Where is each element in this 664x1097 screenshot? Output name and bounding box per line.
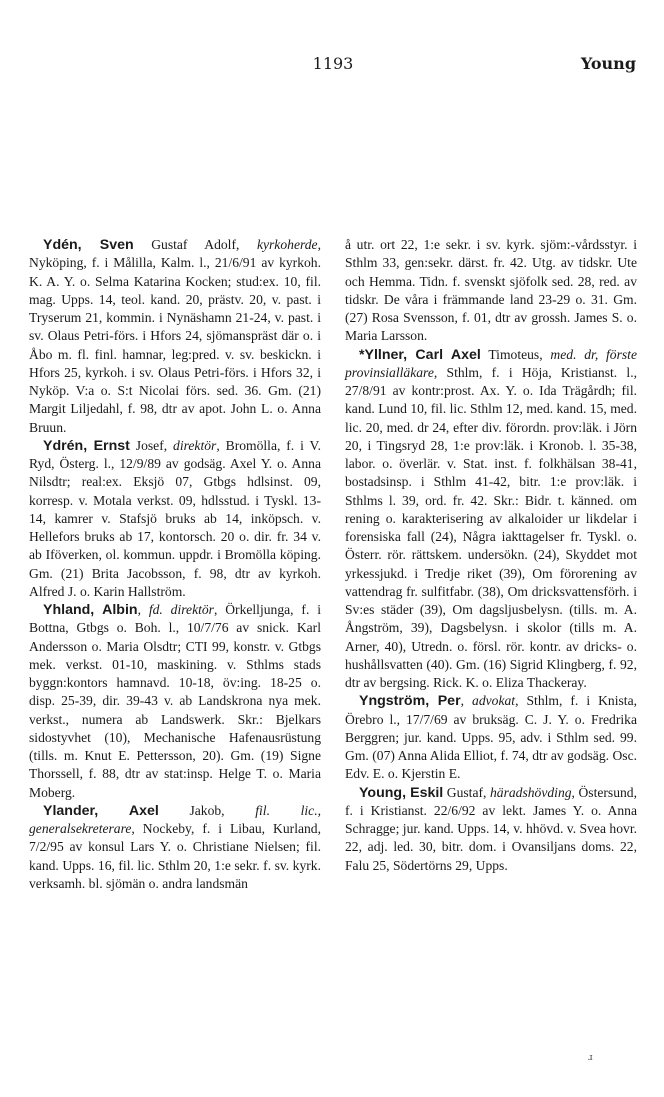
- entry-given: Jakob,: [158, 802, 256, 818]
- entry-name: Ydén, Sven: [43, 237, 134, 253]
- left-column: [29, 236, 321, 893]
- page-header: [30, 54, 636, 76]
- entry-name: Ydrén, Ernst: [43, 437, 130, 454]
- entry-ylander: [29, 802, 321, 893]
- entry-title: fd. direktör: [148, 602, 214, 617]
- entry-given: ,: [137, 602, 149, 617]
- entry-title: med. dr, förste provinsialläkare: [345, 346, 637, 380]
- entry-given: Timoteus,: [480, 346, 551, 362]
- entry-young: [345, 784, 637, 875]
- entry-given: Gustaf,: [443, 784, 490, 800]
- entry-given: Josef,: [129, 437, 174, 453]
- right-column: [345, 236, 637, 893]
- page-number: 1193: [312, 54, 354, 73]
- entry-given: ,: [460, 693, 473, 709]
- entry-text: , Sthlm, f. i Höja, Kristianst. l., 27/8/91 av kontr:prost. Ax. Y. o. Ida Trägårdh; fil. kand. Lund 10, fil. lic. Sthlm 12, med. kand. 15, med. lic. 20, med. dr 24, efter div. förordn. prov:läk. i Jörn 20, i Tingsryd 28, 1:e prov:läk. i Kronob. l. 35-38, labor. o. överlär. v. Stat. inst. f. folkhälsan 38-41, bostadsinsp. i Sthlm 41-42, bitr. 1:e prov:läk. i Sthlms l. 39, ord. fr. 42. Skr.: Bidr. t. känned. om rening o. karakterisering av alkaloider ur likdelar i forensiska fall (24), Några iakttagelser fr. Tyskl. o. Österr. rör. rättskem. undersökn. (24), Skyddet mot yrkessjukd. i Tredje riket (39), Om förorening av vattendrag fr. sulfitfabr. (38), Om dricksvattensförh. i Sv:es städer (39), Om dagsljusbelysn. (tills. m. A. Ångström, 39), Dagsbelysn. i skolor (tills m. A. Arner, 40), Utredn. o. försl. rör. kontr. av dricks- o. hushållsvatten (40). Gm. (16) Sigrid Klingberg, f. 92, dtr av bergsing. Rick. K. o. Eliza Thackeray.: [345, 364, 637, 690]
- entry-given: Gustaf Adolf,: [133, 237, 257, 252]
- print-mark: ɹ: [588, 1053, 593, 1063]
- entry-name: *Yllner, Carl Axel: [359, 346, 481, 363]
- entry-text: , Nockeby, f. i Libau, Kurland, 7/2/95 av konsul Lars Y. o. Christiane Nielsen; fil. kand. Upps. 16, fil. lic. Sthlm 20, 1:e sekr. f. sv. kyrk. verksamh. bl. sjömän o. andra landsmän: [29, 821, 321, 891]
- entry-text: , Bromölla, f. i V. Ryd, Österg. l., 12/9/89 av godsäg. Axel Y. o. Anna Nilsdtr; real:ex. Eksjö 07, Gtbgs hdlsinst. 09, korresp. v. Motala verkst. 09, hdlsstud. i Tyskl. 13-14, kamrer v. Stafsjö bruks ab 14, inköpsch. v. Hellefors bruks ab 17, kontorsch. 20 o. dir. fr. 34 v. ab Iföverken, ol. kommun. uppdr. i Bromölla köping. Gm. (21) Brita Jacobsson, f. 98, dtr av kyrkoh. Alfred J. o. Karin Hallström.: [29, 437, 322, 599]
- entry-yhland: [29, 601, 321, 802]
- entry-ydren: [29, 437, 321, 601]
- entry-yden: [29, 236, 321, 437]
- entry-text: å utr. ort 22, 1:e sekr. i sv. kyrk. sjöm:-vårdsstyr. i Sthlm 33, gen:sekr. därst. fr. 42. Utg. av tidskr. Ute och Hemma. Tidn. f. svenskt sjöfolk sed. 28, red. av tidskr. De våra i främmande land 23-29 o. 31. Gm. (27) Rosa Svensson, f. 01, dtr av grossh. James S. o. Maria Larsson.: [345, 237, 637, 344]
- entry-title: häradshövding: [489, 784, 572, 800]
- entry-text: , Östersund, f. i Kristianst. 22/6/92 av lekt. James Y. o. Anna Schragge; jur. kand. Upps. 14, v. hhövd. v. Sveа hovr. 22, adj. led. 30, bitr. dom. i Ovansiljans doms. 22, Falu 25, Södertörns 29, Upps.: [345, 784, 637, 873]
- entry-title: direktör: [173, 437, 217, 453]
- entry-yngstrom: [345, 692, 637, 783]
- entry-text: , Örkelljunga, f. i Bottna, Gtbgs o. Boh. l., 10/7/76 av snick. Karl Andersson o. Maria Olsdtr; CTI 99, konstr. v. Gtbgs mek. verkst. 01-10, maskining. v. Sthlms stads byggn:kontors hamnavd. 10-18, öv:ing. 18-25 o. disp. 25-39, dir. 39-43 v. ab Landskrona nya mek. verkst., numera ab Landswerk. Skr.: Bjelkars sidostyvhet (10), Mechanische Hafenausrüstung (tills. m. Knut E. Pettersson, 20). Gm. (19) Signe Thorssell, f. 88, dtr av stat:insp. Helge T. o. Maria Moberg.: [29, 602, 321, 800]
- entry-title: fil. lic., generalsekreterare: [29, 802, 321, 836]
- entry-text: , Nyköping, f. i Målilla, Kalm. l., 21/6/91 av kyrkoh. K. A. Y. o. Selma Katarina Kocken; stud:ex. 10, fil. mag. Upps. 14, teol. kand. 20, prästv. 20, v. past. i Tryserum 21, kommin. i Nynäshamn 21-24, v. past. i sv. Olaus Petri-förs. i Hfors 24, sjömanspräst där o. i Åbo m. fl. finl. hamnar, leg:pred. v. sv. beskickn. i Hfors 25, kyrkoh. i sv. Olaus Petri-förs. i Hfors 32, i Nyköp. V:a o. S:t Nicolai förs. sed. 36. Gm. (21) Margit Liljedahl, f. 98, dtr av apot. John L. o. Anna Bruun.: [29, 237, 321, 435]
- entry-ylander-continued: [345, 236, 637, 346]
- text-columns: [29, 236, 637, 893]
- entry-name: Yhland, Albin: [43, 602, 138, 618]
- entry-name: Yngström, Per: [359, 693, 461, 710]
- entry-text: , Sthlm, f. i Knista, Örebro l., 17/7/69 av bruksäg. C. J. Y. o. Fredrika Berggren; jur. kand. Upps. 95, adv. i Sthlm sed. 99. Gm. (07) Anna Alida Elliot, f. 74, dtr av godsäg. Osc. Edv. E. o. Kjerstin E.: [345, 693, 637, 782]
- entry-title: kyrkoherde: [256, 237, 318, 252]
- entry-name: Ylander, Axel: [43, 802, 159, 819]
- running-head: Young: [580, 54, 636, 73]
- entry-title: advokat: [472, 693, 516, 709]
- entry-yllner: [345, 346, 637, 693]
- entry-name: Young, Eskil: [359, 784, 444, 801]
